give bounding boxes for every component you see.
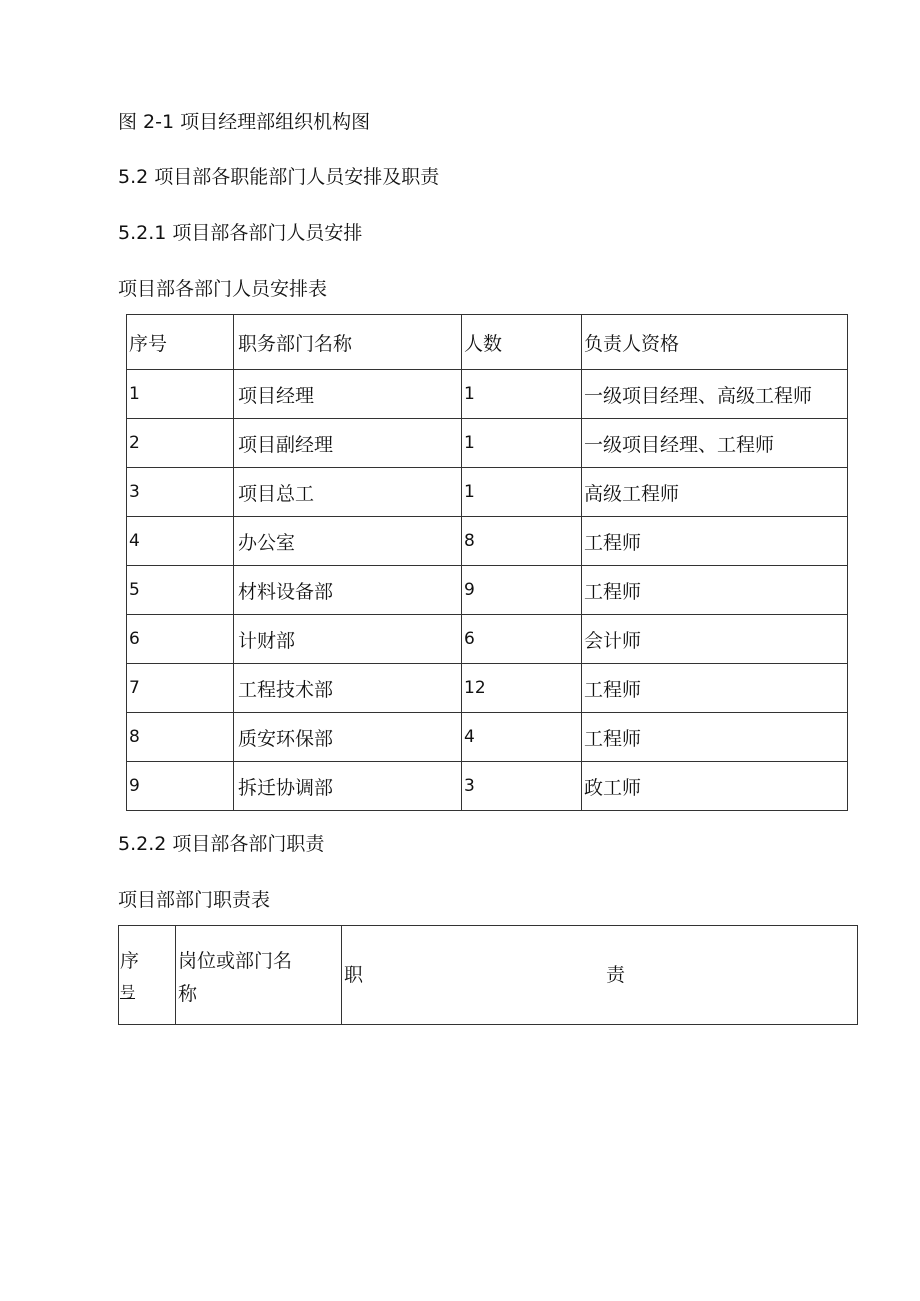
cell-count: 6: [462, 615, 582, 664]
cell-count: 4: [462, 713, 582, 762]
cell-department: 计财部: [234, 615, 462, 664]
table-row: [127, 664, 848, 713]
cell-seq: 9: [127, 762, 234, 811]
section-heading-5-2-2: 5.2.2 项目部各部门职责: [118, 833, 325, 855]
header-position-bottom: 称: [178, 983, 198, 1005]
cell-department: 材料设备部: [234, 566, 462, 615]
table-row: [127, 468, 848, 517]
cell-qualification: 一级项目经理、高级工程师: [582, 370, 848, 419]
cell-qualification: 会计师: [582, 615, 848, 664]
table-row: [127, 762, 848, 811]
cell-department: 项目总工: [234, 468, 462, 517]
staff-table-title: 项目部各部门人员安排表: [118, 278, 328, 300]
cell-qualification: 政工师: [582, 762, 848, 811]
cell-seq: 8: [127, 713, 234, 762]
cell-qualification: 工程师: [582, 664, 848, 713]
cell-qualification: 一级项目经理、工程师: [582, 419, 848, 468]
header-cell-position: [176, 926, 342, 1025]
cell-qualification: 工程师: [582, 713, 848, 762]
header-cell-count: 人数: [462, 315, 582, 370]
cell-department: 项目经理: [234, 370, 462, 419]
header-duty-right: 责: [606, 964, 626, 986]
section-heading-5-2-1: 5.2.1 项目部各部门人员安排: [118, 222, 363, 244]
cell-count: 9: [462, 566, 582, 615]
table-row: [127, 517, 848, 566]
table-row: [127, 615, 848, 664]
cell-count: 1: [462, 370, 582, 419]
table-header-row: [119, 926, 858, 1025]
cell-department: 质安环保部: [234, 713, 462, 762]
cell-qualification: 工程师: [582, 517, 848, 566]
table-row: [127, 713, 848, 762]
header-position-top: 岗位或部门名: [178, 950, 293, 972]
cell-seq: 4: [127, 517, 234, 566]
table-row: [127, 566, 848, 615]
staff-arrangement-table: [126, 314, 848, 811]
cell-qualification: 高级工程师: [582, 468, 848, 517]
cell-seq: 3: [127, 468, 234, 517]
cell-qualification: 工程师: [582, 566, 848, 615]
header-seq-top: 序: [120, 950, 140, 972]
cell-seq: 7: [127, 664, 234, 713]
cell-seq: 6: [127, 615, 234, 664]
table-row: [127, 370, 848, 419]
section-heading-5-2: 5.2 项目部各职能部门人员安排及职责: [118, 166, 440, 188]
table-header-row: [127, 315, 848, 370]
header-cell-duty: [342, 926, 858, 1025]
header-cell-seq: 序号: [127, 315, 234, 370]
cell-seq: 1: [127, 370, 234, 419]
header-duty-left: 职: [344, 964, 364, 986]
cell-seq: 5: [127, 566, 234, 615]
table-row: [127, 419, 848, 468]
cell-count: 8: [462, 517, 582, 566]
cell-department: 项目副经理: [234, 419, 462, 468]
duty-table-title: 项目部部门职责表: [118, 889, 271, 911]
cell-seq: 2: [127, 419, 234, 468]
header-cell-department: 职务部门名称: [234, 315, 462, 370]
cell-count: 3: [462, 762, 582, 811]
cell-department: 办公室: [234, 517, 462, 566]
header-seq-bottom: 号: [120, 983, 136, 1001]
department-duty-table: [118, 925, 858, 1025]
header-cell-seq: [119, 926, 176, 1025]
cell-department: 工程技术部: [234, 664, 462, 713]
cell-count: 1: [462, 419, 582, 468]
figure-caption: 图 2-1 项目经理部组织机构图: [118, 111, 371, 133]
cell-department: 拆迁协调部: [234, 762, 462, 811]
header-cell-qualification: 负责人资格: [582, 315, 848, 370]
cell-count: 12: [462, 664, 582, 713]
cell-count: 1: [462, 468, 582, 517]
